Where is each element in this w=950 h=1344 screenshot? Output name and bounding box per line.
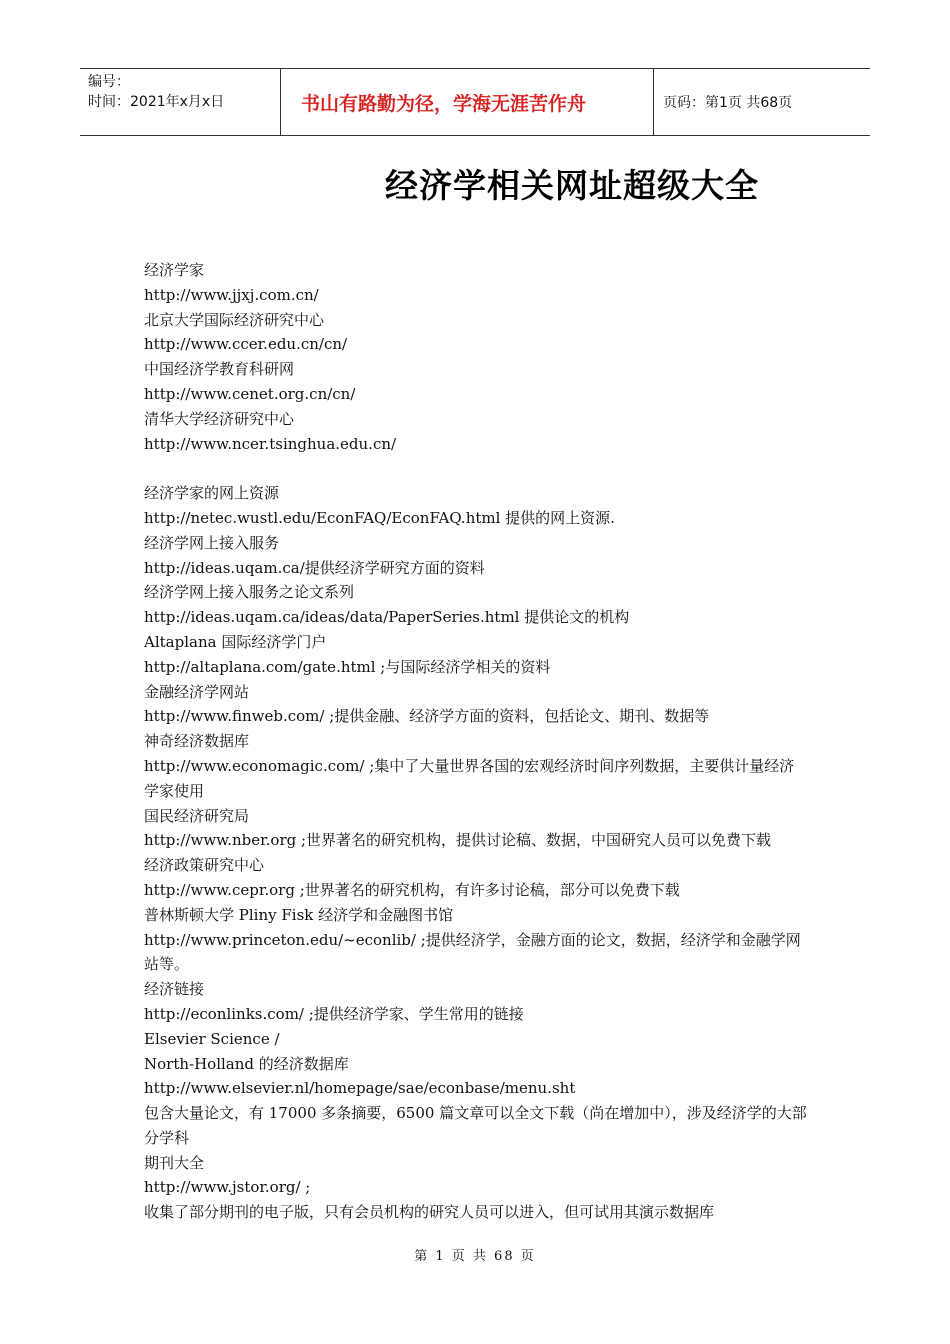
- text-line: 收集了部分期刊的电子版，只有会员机构的研究人员可以进入，但可试用其演示数据库: [144, 1203, 715, 1222]
- page-footer: 第 1 页 共 68 页: [414, 1249, 536, 1264]
- url-line: http://econlinks.com/ ;提供经济学家、学生常用的链接: [144, 1004, 524, 1023]
- text-line: Elsevier Science /: [144, 1029, 280, 1048]
- page-info-cell: [654, 69, 870, 135]
- text-line: 包含大量论文，有 17000 多条摘要，6500 篇文章可以全文下载（尚在增加中），涉及经济学的大部分学科: [144, 1104, 807, 1147]
- text-line: 清华大学经济研究中心: [144, 409, 295, 428]
- text-line: 神奇经济数据库: [144, 732, 250, 751]
- date-label: 时间：2021年x月x日: [88, 94, 225, 110]
- text-line: 经济政策研究中心: [144, 856, 265, 875]
- url-line: http://www.cenet.org.cn/cn/: [144, 384, 356, 403]
- url-line: http://www.ccer.edu.cn/cn/: [144, 335, 348, 354]
- url-line: http://ideas.uqam.ca/提供经济学研究方面的资料: [144, 558, 485, 577]
- paragraph-spacer: [144, 456, 809, 481]
- url-line: http://www.elsevier.nl/homepage/sae/econbase/menu.sht: [144, 1079, 576, 1098]
- document-title: 经济学相关网址超级大全: [385, 166, 759, 205]
- url-line: http://www.ncer.tsinghua.edu.cn/: [144, 434, 397, 453]
- text-line: Altaplana 国际经济学门户: [144, 632, 327, 651]
- text-line: 经济学网上接入服务之论文系列: [144, 583, 355, 602]
- text-line: 期刊大全: [144, 1153, 205, 1172]
- number-label: 编号：: [88, 74, 130, 90]
- url-line: http://www.jstor.org/ ;: [144, 1178, 311, 1197]
- text-line: 国民经济研究局: [144, 806, 250, 825]
- text-line: 金融经济学网站: [144, 682, 250, 701]
- url-line: http://www.economagic.com/ ;集中了大量世界各国的宏观经济时间序列数据，主要供计量经济学家使用: [144, 756, 795, 800]
- text-line: 北京大学国际经济研究中心: [144, 310, 325, 329]
- motto-cell: [281, 69, 654, 135]
- text-line: North-Holland 的经济数据库: [144, 1054, 349, 1073]
- text-line: 普林斯顿大学 Pliny Fisk 经济学和金融图书馆: [144, 905, 454, 924]
- document-body: [144, 258, 809, 1225]
- url-line: http://netec.wustl.edu/EconFAQ/EconFAQ.html 提供的网上资源.: [144, 508, 615, 527]
- url-line: http://www.finweb.com/ ;提供金融、经济学方面的资料，包括论文、期刊、数据等: [144, 707, 710, 726]
- url-line: http://ideas.uqam.ca/ideas/data/PaperSeries.html 提供论文的机构: [144, 608, 630, 627]
- url-line: http://altaplana.com/gate.html ;与国际经济学相关的资料: [144, 657, 551, 676]
- text-line: 经济学网上接入服务: [144, 533, 280, 552]
- url-line: http://www.jjxj.com.cn/: [144, 285, 319, 304]
- text-line: 经济学家的网上资源: [144, 484, 280, 503]
- text-line: 经济学家: [144, 261, 205, 279]
- url-line: http://www.cepr.org ;世界著名的研究机构，有许多讨论稿，部分可以免费下载: [144, 880, 680, 899]
- header-meta-cell: [80, 69, 281, 135]
- header-table: [80, 68, 870, 136]
- text-line: 经济链接: [144, 980, 205, 999]
- url-line: http://www.nber.org ;世界著名的研究机构，提供讨论稿、数据，中国研究人员可以免费下载: [144, 831, 772, 850]
- motto-text: 书山有路勤为径，学海无涯苦作舟: [301, 92, 587, 115]
- page-info-text: 页码：第1页 共68页: [663, 95, 793, 111]
- url-line: http://www.princeton.edu/~econlib/ ;提供经济学，金融方面的论文，数据，经济学和金融学网站等。: [144, 930, 801, 974]
- text-line: 中国经济学教育科研网: [144, 360, 295, 379]
